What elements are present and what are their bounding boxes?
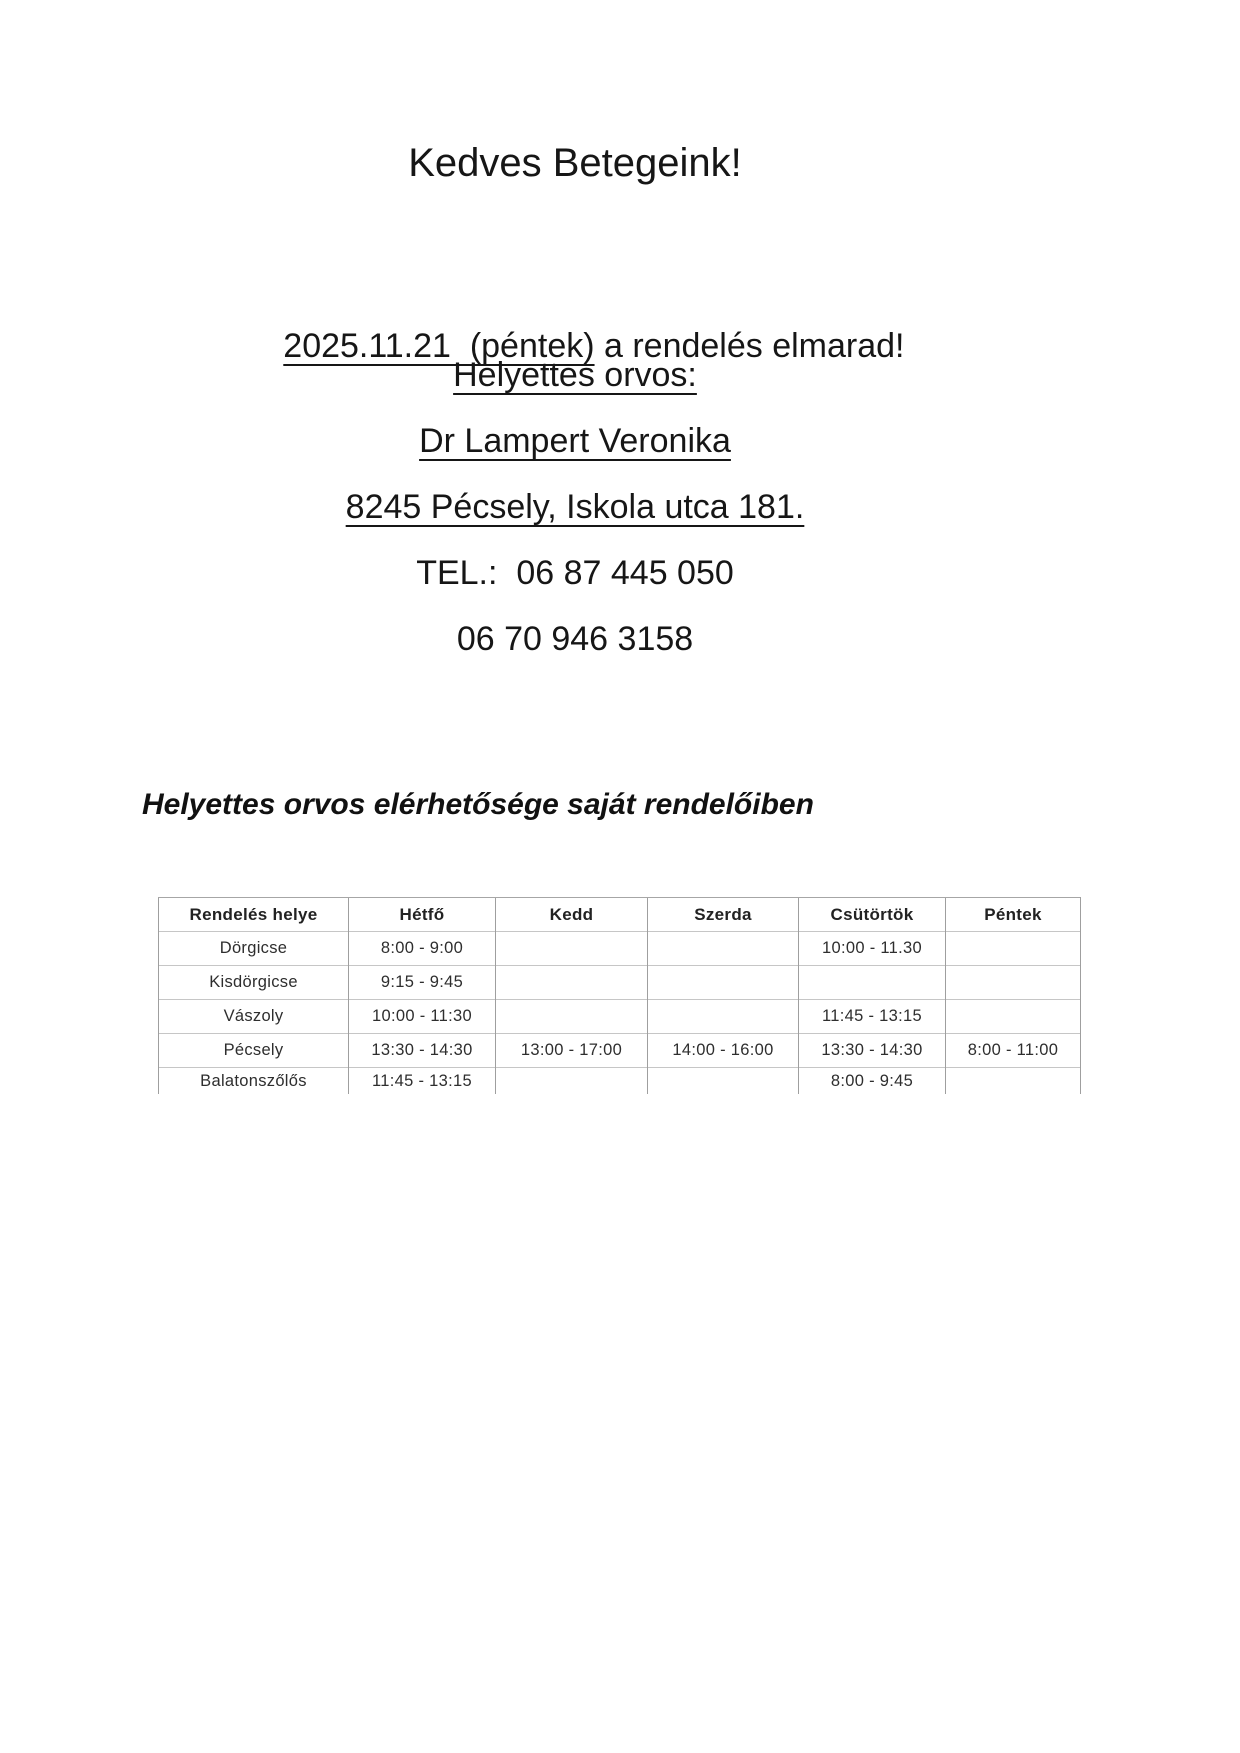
table-row <box>159 932 1081 966</box>
time-cell: 11:45 - 13:15 <box>349 1068 496 1095</box>
location-cell: Vászoly <box>159 1000 349 1034</box>
table-row <box>159 1068 1081 1095</box>
doctor-address: 8245 Pécsely, Iskola utca 181. <box>345 488 805 526</box>
time-cell: 8:00 - 9:00 <box>349 932 496 966</box>
location-cell: Pécsely <box>159 1034 349 1068</box>
location-cell: Kisdörgicse <box>159 966 349 1000</box>
substitute-doctor-label: Helyettes orvos: <box>453 356 697 394</box>
time-cell <box>946 1068 1081 1095</box>
phone-number-primary: TEL.: 06 87 445 050 <box>416 554 734 592</box>
cancellation-date: 2025.11.21 (péntek) <box>283 327 595 366</box>
column-header: Hétfő <box>349 898 496 932</box>
time-cell <box>496 1000 648 1034</box>
table-header-row <box>159 898 1081 932</box>
schedule-table <box>158 897 1081 1094</box>
section-heading: Helyettes orvos elérhetősége saját rendelőiben <box>142 788 814 821</box>
time-cell: 8:00 - 11:00 <box>946 1034 1081 1068</box>
time-cell: 14:00 - 16:00 <box>648 1034 799 1068</box>
page-title: Kedves Betegeink! <box>408 141 742 185</box>
doctor-name: Dr Lampert Veronika <box>419 422 731 460</box>
table-row <box>159 966 1081 1000</box>
time-cell: 13:00 - 17:00 <box>496 1034 648 1068</box>
time-cell <box>648 932 799 966</box>
time-cell: 13:30 - 14:30 <box>349 1034 496 1068</box>
table-row <box>159 1000 1081 1034</box>
location-cell: Dörgicse <box>159 932 349 966</box>
time-cell: 10:00 - 11.30 <box>799 932 946 966</box>
table-row <box>159 1034 1081 1068</box>
time-cell <box>648 1068 799 1095</box>
column-header: Kedd <box>496 898 648 932</box>
cancellation-text: a rendelés elmarad! <box>594 327 905 366</box>
table-body <box>159 932 1081 1095</box>
column-header: Csütörtök <box>799 898 946 932</box>
time-cell: 13:30 - 14:30 <box>799 1034 946 1068</box>
time-cell <box>946 966 1081 1000</box>
time-cell <box>496 1068 648 1095</box>
time-cell: 9:15 - 9:45 <box>349 966 496 1000</box>
time-cell <box>648 1000 799 1034</box>
column-header: Szerda <box>648 898 799 932</box>
time-cell: 8:00 - 9:45 <box>799 1068 946 1095</box>
column-header: Rendelés helye <box>159 898 349 932</box>
time-cell <box>799 966 946 1000</box>
time-cell: 11:45 - 13:15 <box>799 1000 946 1034</box>
time-cell: 10:00 - 11:30 <box>349 1000 496 1034</box>
time-cell <box>946 932 1081 966</box>
column-header: Péntek <box>946 898 1081 932</box>
phone-number-secondary: 06 70 946 3158 <box>456 620 694 658</box>
time-cell <box>496 966 648 1000</box>
time-cell <box>946 1000 1081 1034</box>
time-cell <box>496 932 648 966</box>
time-cell <box>648 966 799 1000</box>
location-cell: Balatonszőlős <box>159 1068 349 1095</box>
